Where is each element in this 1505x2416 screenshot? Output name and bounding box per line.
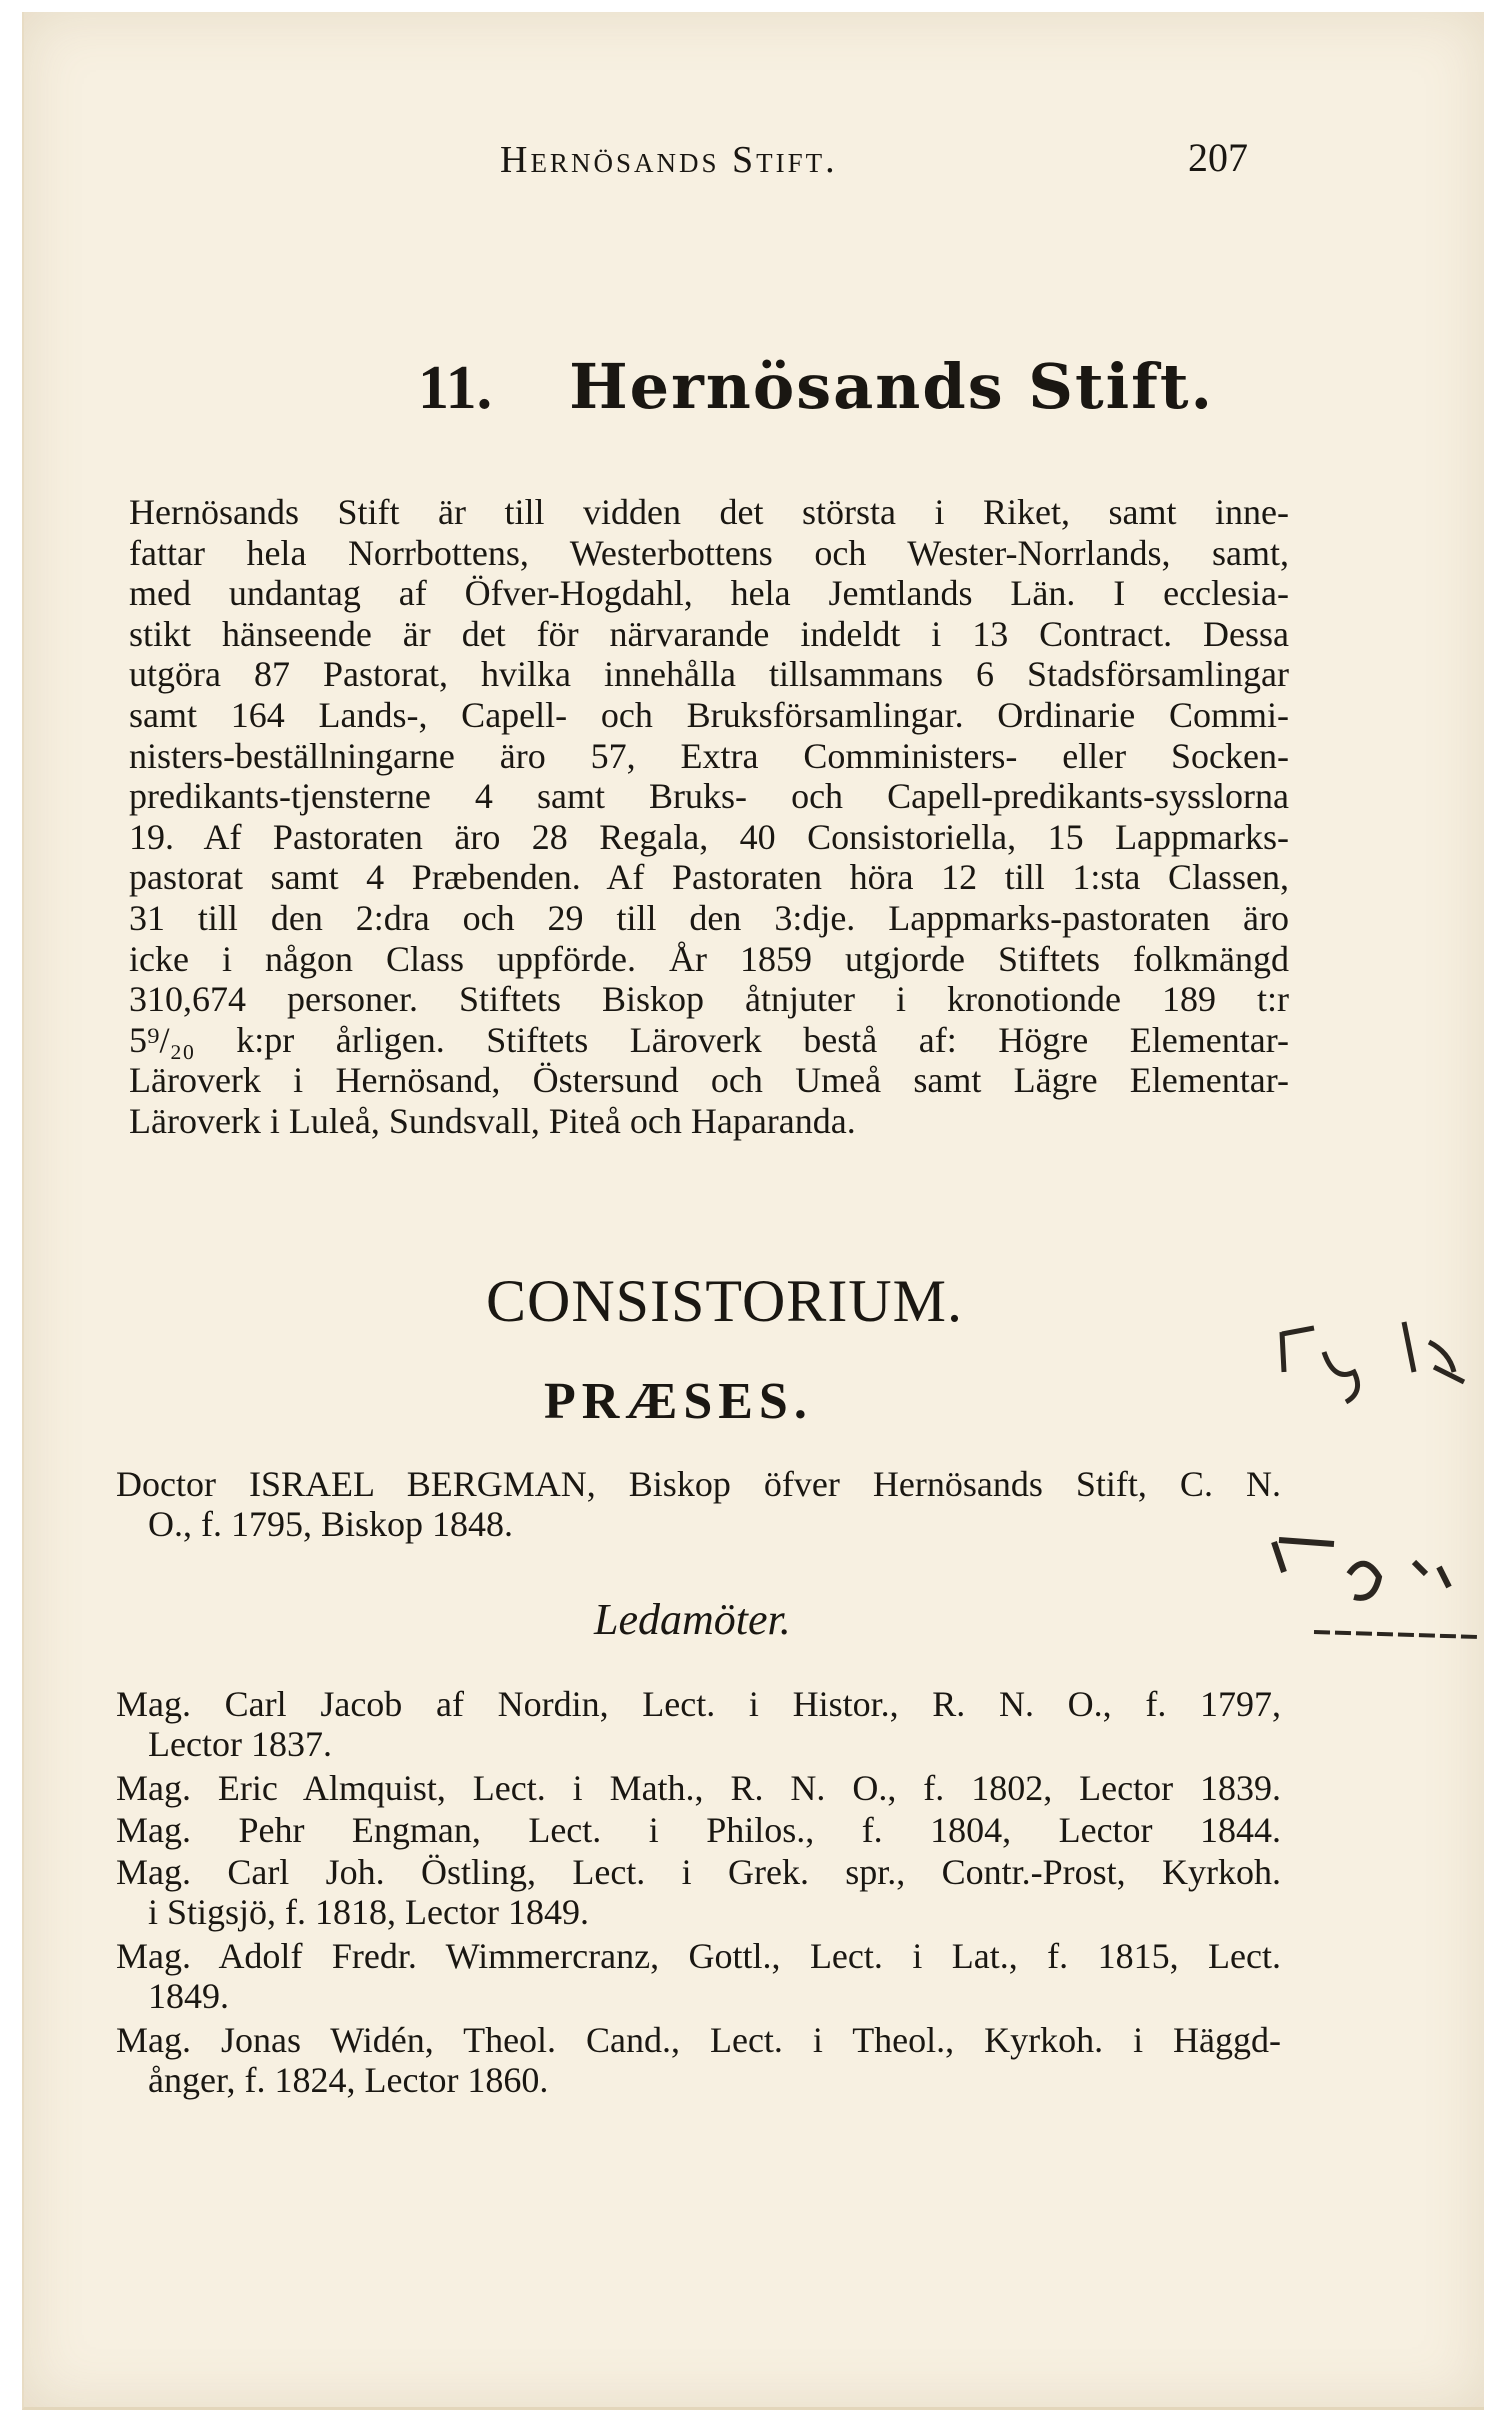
member-entry bbox=[116, 1810, 1281, 1850]
paragraph-line: Hernösands Stift är till vidden det största i Riket, samt inne- bbox=[129, 492, 1289, 532]
paragraph-line: 5⁹/₂₀ k:pr årligen. Stiftets Läroverk bestå af: Högre Elementar- bbox=[129, 1019, 1289, 1060]
entry-line: Mag. Pehr Engman, Lect. i Philos., f. 1804, Lector 1844. bbox=[116, 1810, 1281, 1850]
entry-line: Doctor ISRAEL BERGMAN, Biskop öfver Hernösands Stift, C. N. bbox=[116, 1464, 1281, 1504]
member-entry bbox=[116, 1684, 1281, 1764]
section-title: Hernösands Stift. bbox=[569, 350, 1215, 423]
member-entry bbox=[116, 1768, 1281, 1808]
running-title: Hernösands Stift. bbox=[500, 139, 838, 181]
paragraph-line: pastorat samt 4 Præbenden. Af Pastoraten höra 12 till 1:sta Classen, bbox=[129, 857, 1289, 898]
paragraph-line: samt 164 Lands-, Capell- och Bruksförsamlingar. Ordinarie Commi- bbox=[129, 694, 1289, 735]
paragraph-line: nisters-beställningarne äro 57, Extra Comministers- eller Socken- bbox=[129, 735, 1289, 776]
member-entry bbox=[116, 2020, 1281, 2100]
paragraph-line: med undantag af Öfver-Hogdahl, hela Jemtlands Län. I ecclesia- bbox=[129, 573, 1289, 614]
book-page bbox=[22, 12, 1484, 2410]
paragraph-line: stikt hänseende är det för närvarande indeldt i 13 Contract. Dessa bbox=[129, 613, 1289, 654]
ledamoter-heading: Ledamöter. bbox=[594, 1595, 791, 1644]
paragraph-line: 310,674 personer. Stiftets Biskop åtnjuter i kronotionde 189 t:r bbox=[129, 979, 1289, 1020]
entry-line: i Stigsjö, f. 1818, Lector 1849. bbox=[148, 1892, 589, 1932]
paragraph-line: fattar hela Norrbottens, Westerbottens och Wester-Norrlands, samt, bbox=[129, 532, 1289, 573]
consistorium-heading: CONSISTORIUM. bbox=[486, 1268, 963, 1334]
intro-paragraph bbox=[129, 492, 1289, 1142]
paragraph-line: 31 till den 2:dra och 29 till den 3:dje. Lappmarks-pastoraten äro bbox=[129, 897, 1289, 938]
paragraph-line: predikants-tjensterne 4 samt Bruks- och Capell-predikants-sysslorna bbox=[129, 776, 1289, 817]
paragraph-line: Läroverk i Hernösand, Östersund och Umeå samt Lägre Elementar- bbox=[129, 1060, 1289, 1101]
praeses-entry bbox=[116, 1464, 1281, 1544]
entry-line: Mag. Adolf Fredr. Wimmercranz, Gottl., Lect. i Lat., f. 1815, Lect. bbox=[116, 1936, 1281, 1976]
entry-line: Mag. Carl Jacob af Nordin, Lect. i Histor., R. N. O., f. 1797, bbox=[116, 1684, 1281, 1724]
section-number: 11. bbox=[418, 354, 493, 422]
entry-line: Lector 1837. bbox=[148, 1724, 332, 1764]
member-entry bbox=[116, 1852, 1281, 1932]
entry-line: Mag. Jonas Widén, Theol. Cand., Lect. i Theol., Kyrkoh. i Häggd- bbox=[116, 2020, 1281, 2060]
entry-line: Mag. Carl Joh. Östling, Lect. i Grek. spr., Contr.-Prost, Kyrkoh. bbox=[116, 1852, 1281, 1892]
handwritten-marks bbox=[1254, 1312, 1484, 1642]
paragraph-line: 19. Af Pastoraten äro 28 Regala, 40 Consistoriella, 15 Lappmarks- bbox=[129, 816, 1289, 857]
entry-line: O., f. 1795, Biskop 1848. bbox=[148, 1504, 514, 1544]
entry-line: Mag. Eric Almquist, Lect. i Math., R. N. O., f. 1802, Lector 1839. bbox=[116, 1768, 1281, 1808]
section-heading bbox=[418, 350, 1214, 424]
praeses-heading: PRÆSES. bbox=[544, 1373, 813, 1430]
page-number: 207 bbox=[1188, 135, 1248, 180]
paragraph-line: Läroverk i Luleå, Sundsvall, Piteå och Haparanda. bbox=[129, 1100, 856, 1141]
paragraph-line: utgöra 87 Pastorat, hvilka innehålla tillsammans 6 Stadsförsamlingar bbox=[129, 654, 1289, 695]
entry-line: ånger, f. 1824, Lector 1860. bbox=[148, 2060, 549, 2100]
paragraph-line: icke i någon Class uppförde. År 1859 utgjorde Stiftets folkmängd bbox=[129, 938, 1289, 979]
entry-line: 1849. bbox=[148, 1976, 229, 2016]
member-entry bbox=[116, 1936, 1281, 2016]
